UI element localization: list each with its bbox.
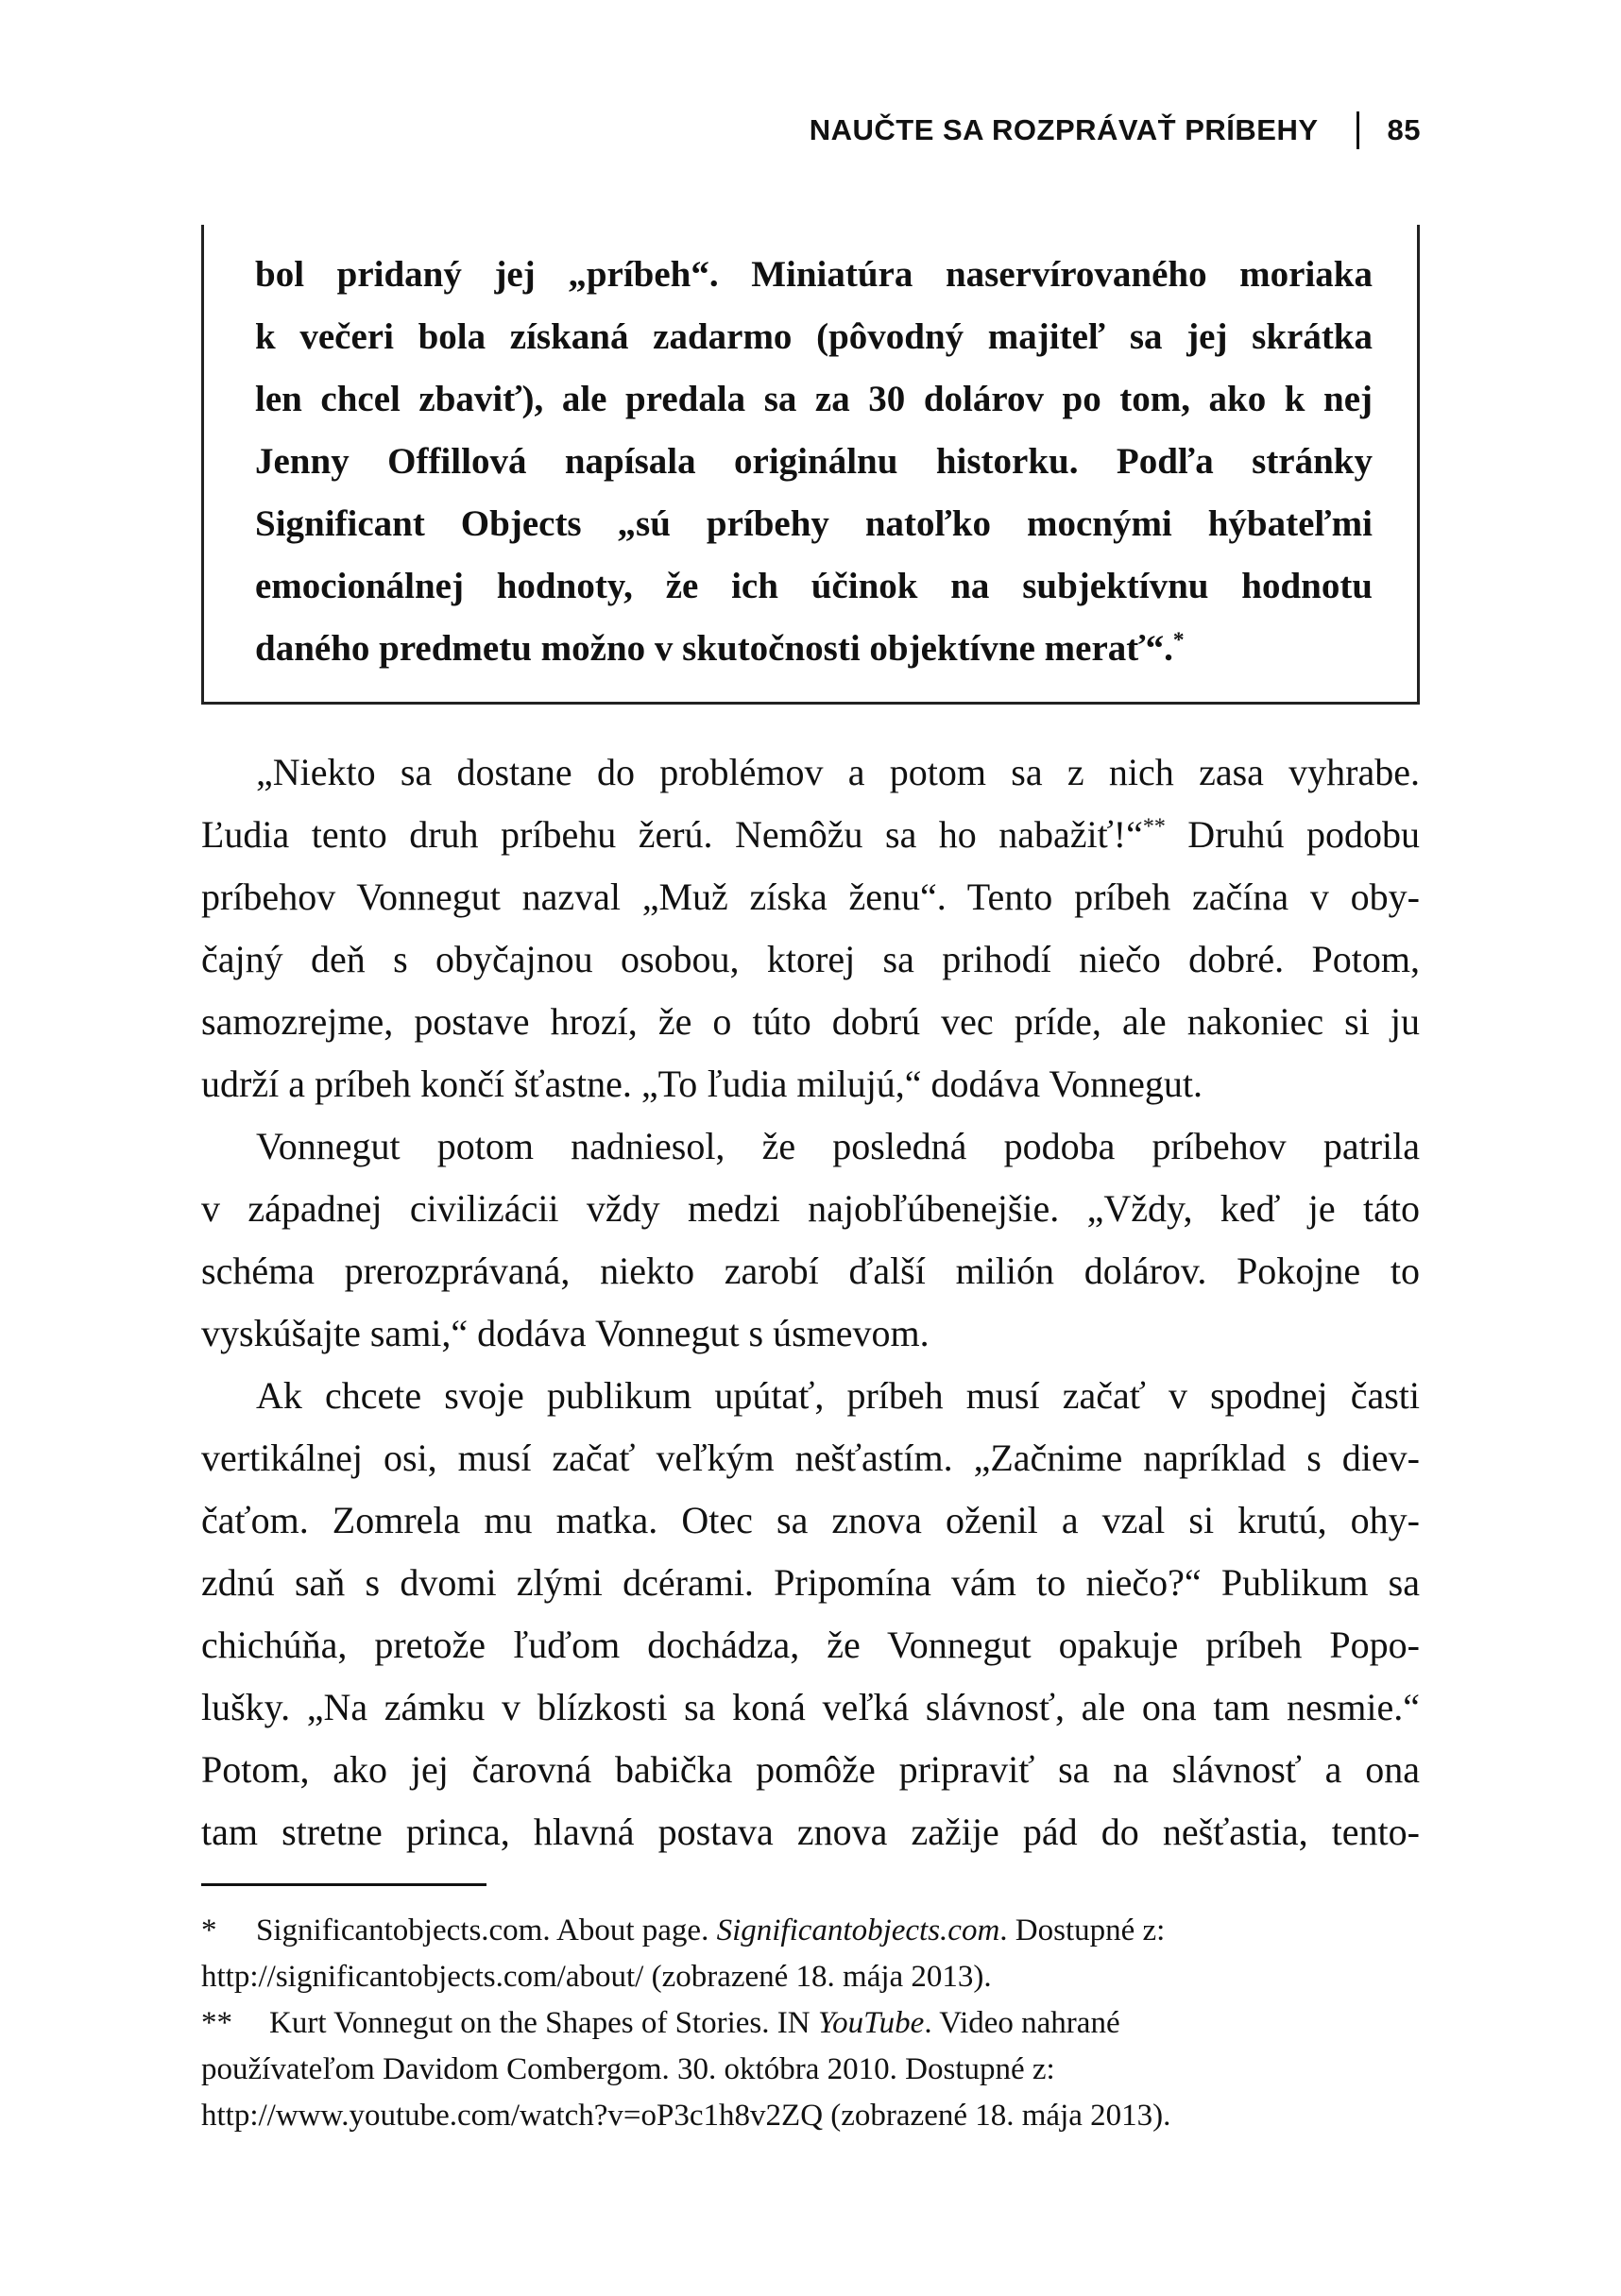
page-number: 85 <box>1387 113 1421 146</box>
footnote-2-line: používateľom Davidom Combergom. 30. októbra 2010. Dostupné z: <box>201 2052 1055 2086</box>
footnote-divider <box>201 1883 486 1886</box>
paragraph-line: zdnú saň s dvomi zlými dcérami. Pripomína vám to niečo?“ Publikum sa <box>201 1561 1420 1604</box>
chapter-title: NAUČTE SA ROZPRÁVAŤ PRÍBEHY <box>809 113 1319 146</box>
paragraph-text: Druhú podobu <box>1165 813 1420 856</box>
footnote-italic: YouTube <box>817 2006 925 2040</box>
sidebar-line: Jenny Offillová napísala originálnu historku. Podľa stránky <box>255 441 1373 482</box>
sidebar-line: len chcel zbaviť), ale predala sa za 30 dolárov po tom, ako k nej <box>255 379 1373 419</box>
footnote-1-url-line: http://significantobjects.com/about/ (zobrazené 18. mája 2013). <box>201 1960 992 1994</box>
sidebar-text <box>255 244 1373 680</box>
paragraph-line: Ak chcete svoje publikum upútať, príbeh musí začať v spodnej časti <box>256 1374 1420 1417</box>
paragraph-line: vyskúšajte sami,“ dodáva Vonnegut s úsmevom. <box>201 1312 930 1354</box>
paragraph-text: Ľudia tento druh príbehu žerú. Nemôžu sa ho nabažiť!“ <box>201 813 1143 856</box>
sidebar-line: Significant Objects „sú príbehy natoľko mocnými hýbateľmi <box>255 503 1373 544</box>
footnote-text: Kurt Vonnegut on the Shapes of Stories. IN <box>269 2006 818 2040</box>
paragraph-line: čajný deň s obyčajnou osobou, ktorej sa prihodí niečo dobré. Potom, <box>201 938 1420 980</box>
sidebar-line: emocionálnej hodnoty, že ich účinok na subjektívnu hodnotu <box>255 566 1373 606</box>
footnote-2 <box>201 2000 1429 2047</box>
footnote-text: . Dostupné z: <box>999 1913 1166 1947</box>
footnote-italic: Significantobjects.com <box>716 1913 1000 1947</box>
paragraph-line: v západnej civilizácii vždy medzi najobľúbenejšie. „Vždy, keď je táto <box>201 1187 1420 1230</box>
paragraph-line: tam stretne princa, hlavná postava znova zažije pád do nešťastia, tento- <box>201 1811 1420 1853</box>
footnote-reference: ** <box>1142 814 1166 840</box>
paragraph-line: samozrejme, postave hrozí, že o túto dobrú vec príde, ale nakoniec si ju <box>201 1000 1420 1043</box>
paragraph-line: lušky. „Na zámku v blízkosti sa koná veľká slávnosť, ale ona tam nesmie.“ <box>201 1686 1420 1728</box>
running-header <box>810 111 1421 149</box>
footnote-1 <box>201 1908 1429 1954</box>
header-separator <box>1357 111 1359 149</box>
paragraph-line: udrží a príbeh končí šťastne. „To ľudia milujú,“ dodáva Vonnegut. <box>201 1063 1203 1105</box>
paragraph-line: príbehov Vonnegut nazval „Muž získa ženu“. Tento príbeh začína v oby- <box>201 876 1420 918</box>
paragraph-line: čaťom. Zomrela mu matka. Otec sa znova oženil a vzal si krutú, ohy- <box>201 1499 1420 1541</box>
footnote-text: . Video nahrané <box>924 2006 1120 2040</box>
footnote-mark: * <box>201 1913 217 1947</box>
body-text <box>201 741 1420 1863</box>
paragraph-line: chichúňa, pretože ľuďom dochádza, že Vonnegut opakuje príbeh Popo- <box>201 1624 1420 1666</box>
paragraph-line: schéma prerozprávaná, niekto zarobí ďalší milión dolárov. Pokojne to <box>201 1250 1420 1292</box>
footnote-2-url-line: http://www.youtube.com/watch?v=oP3c1h8v2ZQ (zobrazené 18. mája 2013). <box>201 2099 1171 2133</box>
footnote-mark: ** <box>201 2006 232 2040</box>
sidebar-line: k večeri bola získaná zadarmo (pôvodný majiteľ sa jej skrátka <box>255 316 1373 357</box>
sidebar-line-text: daného predmetu možno v skutočnosti objektívne merať“. <box>255 628 1173 669</box>
sidebar-line-last <box>255 618 1373 680</box>
paragraph-line: Potom, ako jej čarovná babička pomôže pripraviť sa na slávnosť a ona <box>201 1748 1420 1791</box>
footnote-text: Significantobjects.com. About page. <box>256 1913 717 1947</box>
paragraph-line: Vonnegut potom nadniesol, že posledná podoba príbehov patrila <box>256 1125 1420 1167</box>
footnotes <box>201 1908 1429 2139</box>
paragraph-line: vertikálnej osi, musí začať veľkým nešťastím. „Začnime napríklad s diev- <box>201 1437 1420 1479</box>
paragraph-line: „Niekto sa dostane do problémov a potom sa z nich zasa vyhrabe. <box>256 751 1420 793</box>
paragraph-line <box>201 804 1420 866</box>
sidebar-line: bol pridaný jej „príbeh“. Miniatúra naservírovaného moriaka <box>255 254 1373 295</box>
footnote-reference: * <box>1172 628 1185 653</box>
